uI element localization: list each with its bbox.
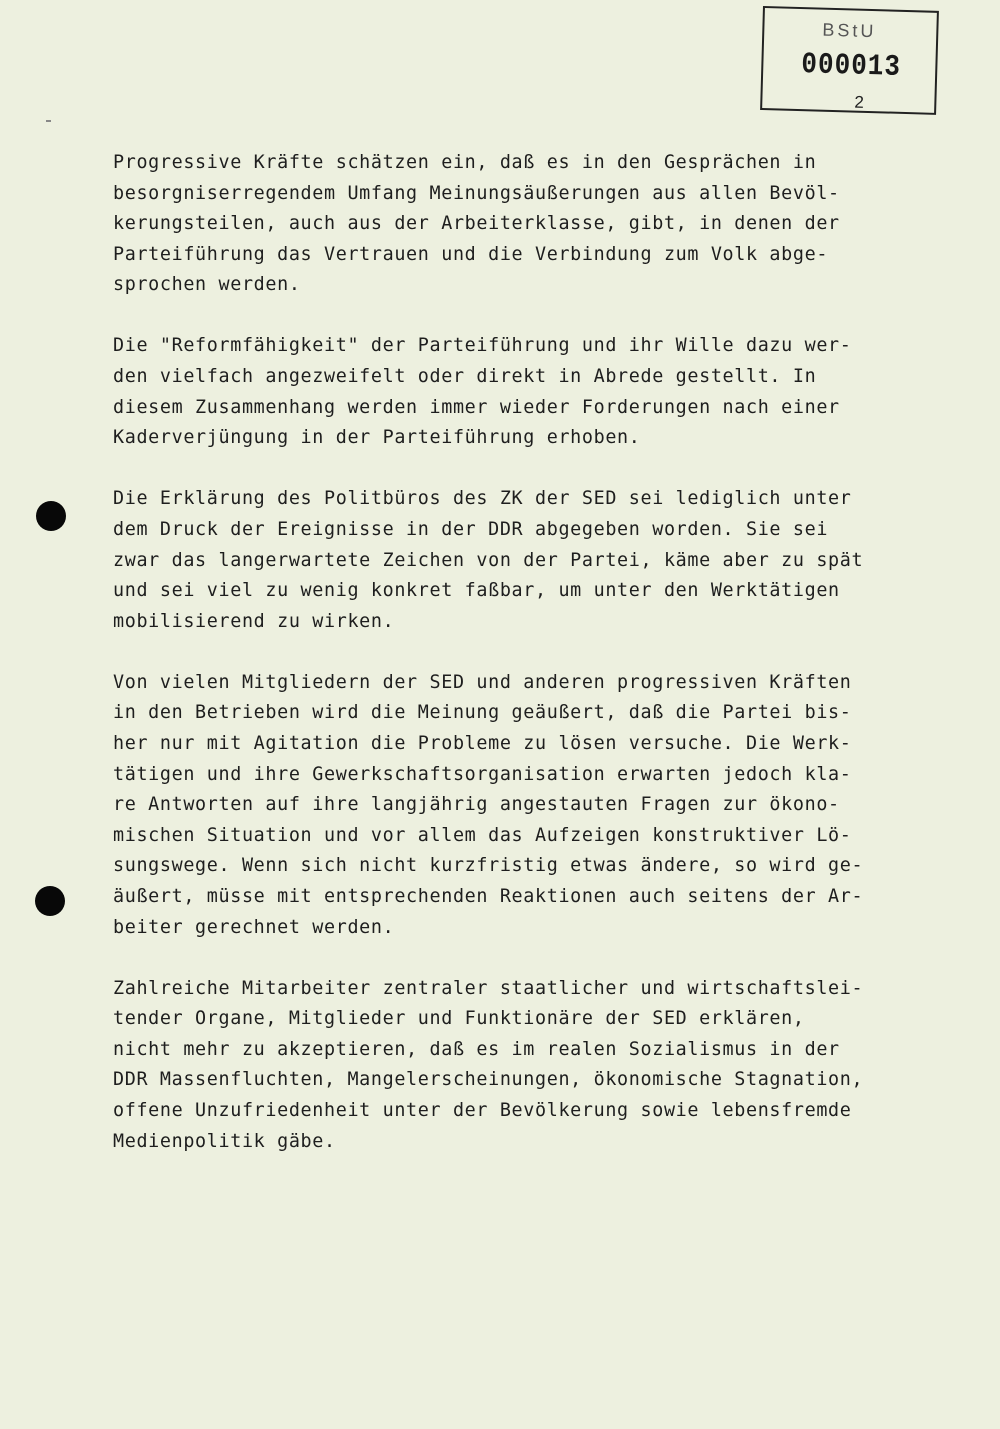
text-line: tender Organe, Mitglieder und Funktionäre der SED erklären, xyxy=(113,1008,805,1030)
stamp-document-number: 000013 xyxy=(800,46,902,85)
stamp-org-label: BStU xyxy=(822,19,877,42)
archive-stamp xyxy=(760,6,939,115)
punch-hole-icon xyxy=(35,886,65,916)
paragraph xyxy=(113,331,913,453)
text-line: zwar das langerwartete Zeichen von der Partei, käme aber zu spät xyxy=(113,549,864,571)
text-line: und sei viel zu wenig konkret faßbar, um unter den Werktätigen xyxy=(113,580,840,602)
text-line: her nur mit Agitation die Probleme zu lösen versuche. Die Werk- xyxy=(113,733,852,754)
paragraph xyxy=(113,484,913,637)
paragraph xyxy=(113,148,913,301)
text-line: den vielfach angezweifelt oder direkt in Abrede gestellt. In xyxy=(113,366,817,388)
text-line: kerungsteilen, auch aus der Arbeiterklasse, gibt, in denen der xyxy=(113,213,840,235)
text-line: mobilisierend zu wirken. xyxy=(113,610,395,632)
text-line: offene Unzufriedenheit unter der Bevölkerung sowie lebensfremde xyxy=(113,1100,852,1122)
text-line: Progressive Kräfte schätzen ein, daß es in den Gesprächen in xyxy=(113,152,817,173)
stamp-page-number: 2 xyxy=(854,92,865,112)
text-line: Von vielen Mitgliedern der SED und anderen progressiven Kräften xyxy=(113,671,852,693)
text-line: Medienpolitik gäbe. xyxy=(113,1130,336,1152)
text-line: dem Druck der Ereignisse in der DDR abgegeben worden. Sie sei xyxy=(113,518,829,540)
text-line: DDR Massenfluchten, Mangelerscheinungen, ökonomische Stagnation, xyxy=(113,1069,864,1091)
text-line: Kaderverjüngung in der Parteiführung erhoben. xyxy=(113,427,641,449)
paragraph xyxy=(113,974,913,1158)
paragraph xyxy=(113,668,913,943)
text-line: äußert, müsse mit entsprechenden Reaktionen auch seitens der Ar- xyxy=(113,885,864,907)
text-line: Die Erklärung des Politbüros des ZK der SED sei lediglich unter xyxy=(113,488,852,510)
document-body xyxy=(113,148,913,1157)
text-line: tätigen und ihre Gewerkschaftsorganisation erwarten jedoch kla- xyxy=(113,763,852,785)
text-line: Parteiführung das Vertrauen und die Verbindung zum Volk abge- xyxy=(113,243,829,265)
punch-hole-icon xyxy=(36,501,66,531)
text-line: sungswege. Wenn sich nicht kurzfristig etwas ändere, so wird ge- xyxy=(113,855,864,877)
text-line: re Antworten auf ihre langjährig angestauten Fragen zur ökono- xyxy=(113,794,840,816)
text-line: sprochen werden. xyxy=(113,274,301,296)
text-line: besorgniserregendem Umfang Meinungsäußerungen aus allen Bevöl- xyxy=(113,182,840,204)
text-line: mischen Situation und vor allem das Aufzeigen konstruktiver Lö- xyxy=(113,824,852,846)
text-line: nicht mehr zu akzeptieren, daß es im realen Sozialismus in der xyxy=(113,1038,840,1060)
text-line: beiter gerechnet werden. xyxy=(113,916,395,938)
text-line: in den Betrieben wird die Meinung geäußert, daß die Partei bis- xyxy=(113,702,852,724)
text-line: diesem Zusammenhang werden immer wieder Forderungen nach einer xyxy=(113,396,840,418)
paper-speck xyxy=(46,120,51,122)
text-line: Die "Reformfähigkeit" der Parteiführung und ihr Wille dazu wer- xyxy=(113,335,852,357)
text-line: Zahlreiche Mitarbeiter zentraler staatlicher und wirtschaftslei- xyxy=(113,977,864,999)
